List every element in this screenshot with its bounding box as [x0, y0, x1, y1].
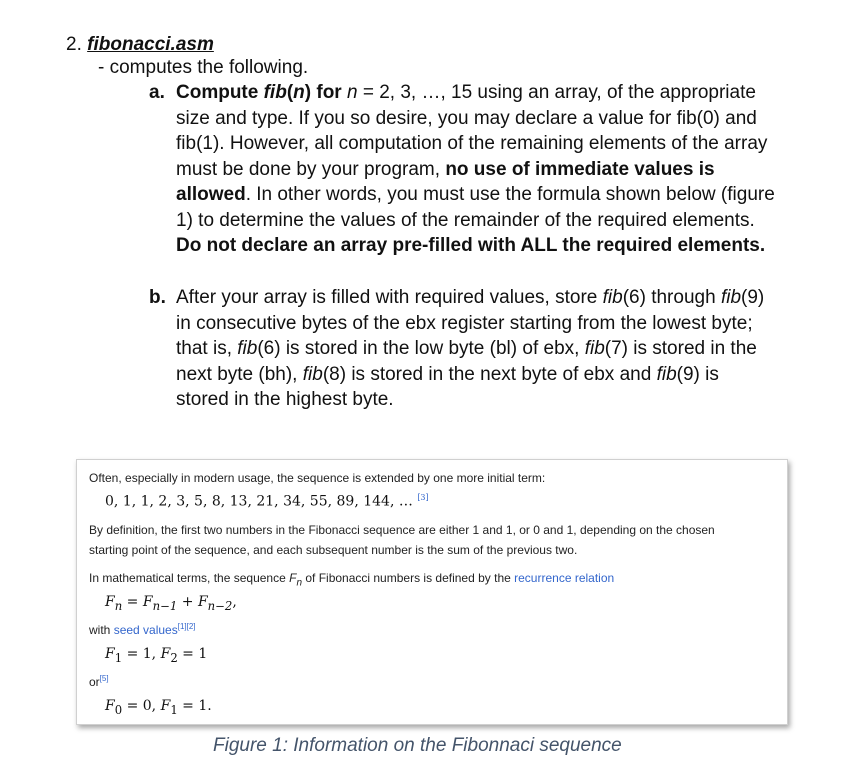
item-b: [149, 285, 776, 413]
seed-values-link[interactable]: seed values: [113, 623, 178, 637]
problem-subheading: - computes the following.: [98, 57, 309, 78]
item-b-text: fib: [302, 363, 323, 385]
seed-equation-1: [105, 646, 207, 665]
eq-symbol: F: [160, 698, 171, 714]
eq-subscript: 1: [114, 650, 123, 665]
problem-number: 2.: [66, 34, 82, 55]
item-b-text: (9) in consecutive bytes of the ebx register starting from the lowest byte; that is,: [176, 287, 765, 359]
item-b-text: (6) is stored in the low byte (bl) of ebx,: [257, 338, 585, 359]
seed-values-text: [89, 622, 196, 637]
citation-link[interactable]: [3]: [417, 493, 429, 502]
eq-symbol: F: [142, 594, 153, 610]
figure-intro-text: Often, especially in modern usage, the sequence is extended by one more initial term:: [89, 471, 546, 485]
item-a-text: n: [346, 82, 358, 103]
eq-subscript: n: [114, 598, 123, 613]
item-a-text: ) for: [304, 82, 347, 103]
item-a: [149, 80, 776, 259]
seed-equation-2: [105, 698, 212, 717]
recurrence-equation: [105, 594, 237, 613]
eq-symbol: F: [105, 594, 115, 610]
eq-symbol: F: [160, 646, 171, 662]
item-b-text: (7) is stored in the next byte (bh),: [176, 338, 757, 385]
item-a-text: . In other words, you must use the formula shown below (figure 1) to determine the values of the remainder of the required elements.: [176, 184, 775, 231]
eq-value: = 1.: [177, 698, 212, 714]
item-b-text: fib: [584, 338, 605, 359]
item-b-text: (9) is stored in the highest byte.: [176, 363, 719, 410]
eq-value: = 0,: [122, 698, 161, 714]
math-terms-text: [89, 571, 614, 588]
eq-value: = 1,: [122, 646, 161, 662]
eq-symbol: F: [197, 594, 208, 610]
eq-subscript: 0: [114, 702, 123, 717]
sequence-line: [105, 493, 429, 510]
eq-punctuation: ,: [232, 594, 237, 610]
eq-symbol: F: [105, 646, 115, 662]
item-b-text: fib: [656, 363, 677, 385]
eq-value: = 1: [177, 646, 208, 662]
recurrence-relation-link[interactable]: recurrence relation: [514, 571, 615, 585]
problem-heading: [66, 33, 214, 57]
sequence-values: 0, 1, 1, 2, 3, 5, 8, 13, 21, 34, 55, 89, 144, …: [105, 493, 413, 510]
definition-text-line2: starting point of the sequence, and each subsequent number is the sum of the previous two.: [89, 543, 578, 557]
eq-subscript: n−1: [152, 598, 178, 613]
sequence-symbol: F: [289, 571, 297, 585]
item-b-text: (6) through: [622, 287, 721, 308]
sequence-symbol-subscript: n: [296, 577, 303, 589]
item-a-text: Compute: [176, 82, 264, 103]
eq-subscript: 2: [170, 650, 178, 665]
item-b-text: After your array is filled with required values, store: [176, 287, 603, 308]
eq-operator: +: [177, 594, 198, 610]
item-b-text: (8) is stored in the next byte of ebx and: [322, 363, 657, 385]
item-a-text: n: [293, 82, 305, 103]
or-label: or: [89, 675, 100, 689]
seed-values-prefix: with: [89, 623, 114, 637]
definition-text-line1: By definition, the first two numbers in the Fibonacci sequence are either 1 and 1, or 0 and 1, depending on the chosen: [89, 523, 715, 537]
item-a-text: = 2, 3, …, 15 using an array, of the appropriate size and type. If you so desire, you may declare a value for fib(0) and fib(1). However, all computation of the remaining elements of the array must be done by your program,: [176, 82, 768, 180]
math-terms-prefix: In mathematical terms, the sequence: [89, 571, 290, 585]
item-b-marker: b.: [149, 287, 166, 308]
eq-subscript: 1: [170, 702, 178, 717]
item-b-text: fib: [237, 338, 258, 359]
item-a-text: (: [286, 82, 294, 103]
item-b-text: fib: [720, 287, 742, 308]
item-a-marker: a.: [149, 82, 165, 103]
eq-symbol: F: [105, 698, 115, 714]
citation-link[interactable]: [1][2]: [177, 622, 196, 631]
citation-link[interactable]: [5]: [99, 674, 109, 683]
figure-caption: Figure 1: Information on the Fibonnaci sequence: [213, 735, 622, 756]
item-b-text: fib: [602, 287, 623, 308]
item-a-emphasis: Do not declare an array pre-filled with ALL the required elements.: [176, 235, 766, 256]
eq-operator: =: [122, 594, 143, 610]
item-a-text: fib: [263, 82, 287, 103]
problem-title: fibonacci.asm: [87, 34, 214, 55]
figure-fibonacci-info: [76, 459, 788, 725]
math-terms-middle: of Fibonacci numbers is defined by the: [302, 571, 515, 585]
or-text: [89, 674, 109, 689]
item-a-emphasis: no use of immediate values is allowed: [176, 158, 715, 205]
eq-subscript: n−2: [207, 598, 233, 613]
